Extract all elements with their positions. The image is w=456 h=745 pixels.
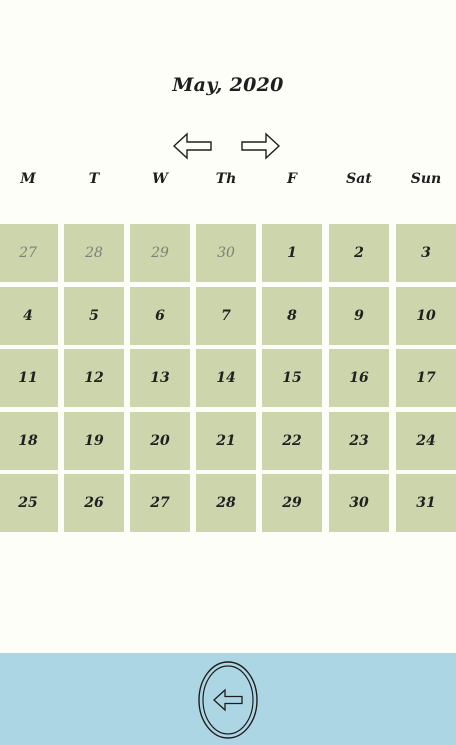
month-title: May, 2020 (172, 74, 284, 96)
weekday-label: F (287, 171, 297, 187)
day-cell[interactable]: 2 (329, 224, 389, 282)
day-cell[interactable]: 13 (130, 349, 190, 407)
day-cell[interactable]: 29 (130, 224, 190, 282)
day-cell[interactable]: 27 (0, 224, 58, 282)
day-cell[interactable]: 18 (0, 412, 58, 470)
day-cell[interactable]: 6 (130, 287, 190, 345)
day-cell[interactable]: 11 (0, 349, 58, 407)
day-cell[interactable]: 10 (396, 287, 456, 345)
weekday-header (0, 168, 456, 190)
day-cell[interactable]: 9 (329, 287, 389, 345)
day-cell[interactable]: 4 (0, 287, 58, 345)
day-cell[interactable]: 24 (396, 412, 456, 470)
back-arrow-circle-icon (196, 658, 260, 742)
day-cell[interactable]: 26 (64, 474, 124, 532)
month-navigation (0, 128, 456, 164)
day-cell[interactable]: 30 (329, 474, 389, 532)
weekday-label: T (88, 171, 100, 187)
arrow-right-icon (238, 128, 282, 164)
day-cell[interactable]: 12 (64, 349, 124, 407)
weekday-label: Sat (346, 171, 372, 187)
day-cell[interactable]: 31 (396, 474, 456, 532)
day-cell[interactable]: 5 (64, 287, 124, 345)
weekday-label: Sun (410, 171, 442, 187)
weekday-label: M (20, 171, 36, 187)
day-cell[interactable]: 30 (196, 224, 256, 282)
bottom-bar (0, 653, 456, 745)
day-cell[interactable]: 3 (396, 224, 456, 282)
day-cell[interactable]: 29 (262, 474, 322, 532)
day-cell[interactable]: 1 (262, 224, 322, 282)
prev-month-button[interactable] (171, 128, 215, 164)
day-cell[interactable]: 21 (196, 412, 256, 470)
calendar-grid (0, 224, 456, 534)
day-cell[interactable]: 25 (0, 474, 58, 532)
day-cell[interactable]: 16 (329, 349, 389, 407)
day-cell[interactable]: 23 (329, 412, 389, 470)
weekday-label: W (152, 171, 168, 187)
day-cell[interactable]: 28 (196, 474, 256, 532)
day-cell[interactable]: 15 (262, 349, 322, 407)
day-cell[interactable]: 19 (64, 412, 124, 470)
day-cell[interactable]: 20 (130, 412, 190, 470)
day-cell[interactable]: 27 (130, 474, 190, 532)
day-cell[interactable]: 8 (262, 287, 322, 345)
back-button[interactable] (196, 658, 260, 742)
arrow-left-icon (171, 128, 215, 164)
day-cell[interactable]: 7 (196, 287, 256, 345)
next-month-button[interactable] (238, 128, 282, 164)
day-cell[interactable]: 22 (262, 412, 322, 470)
day-cell[interactable]: 28 (64, 224, 124, 282)
day-cell[interactable]: 17 (396, 349, 456, 407)
weekday-label: Th (215, 171, 237, 187)
day-cell[interactable]: 14 (196, 349, 256, 407)
